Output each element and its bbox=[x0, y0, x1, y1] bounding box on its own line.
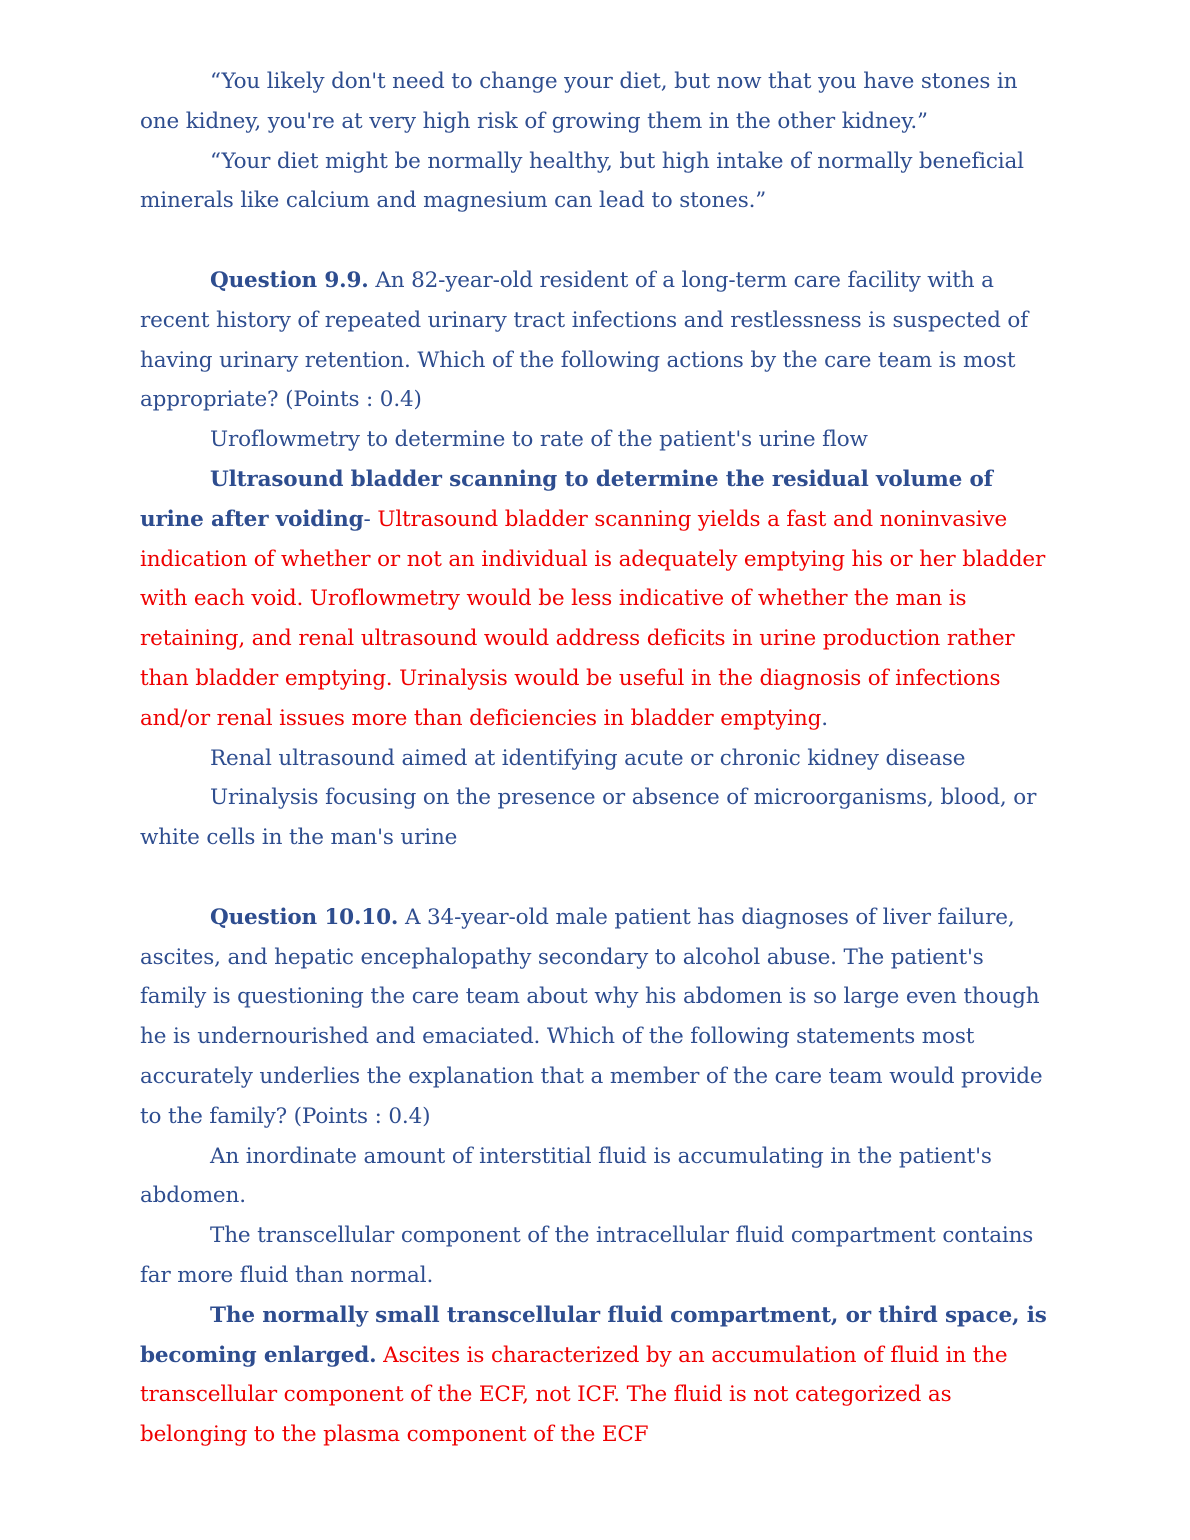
question-9-stem bbox=[140, 261, 1055, 420]
question-10-option-2: The transcellular component of the intracellular fluid compartment contains far more fluid than normal. bbox=[140, 1223, 1034, 1288]
intro-quote-1: “You likely don't need to change your diet, but now that you have stones in one kidney, you're at very high risk of growing them in the other kidney.” bbox=[140, 69, 1018, 134]
answer-separator: - bbox=[363, 506, 371, 532]
intro-quote-2: “Your diet might be normally healthy, but high intake of normally beneficial minerals like calcium and magnesium can lead to stones.” bbox=[140, 148, 1024, 214]
question-9-option-1: Uroflowmetry to determine to rate of the patient's urine flow bbox=[210, 427, 868, 453]
question-10-stem bbox=[140, 898, 1055, 1137]
question-9-correct-answer: Ultrasound bladder scanning to determine the residual volume of urine after voiding bbox=[140, 466, 993, 532]
question-10-option-3 bbox=[140, 1296, 1055, 1455]
question-9-label: Question 9.9. bbox=[210, 267, 369, 293]
section-spacer bbox=[140, 221, 1055, 261]
document-page bbox=[140, 62, 1055, 1455]
question-9-text: An 82-year-old resident of a long-term care facility with a recent history of repeated urinary tract infections and restlessness is suspected of having urinary retention. Which of the following actions by the care team is most appropriate? (Points : 0.4) bbox=[140, 267, 1029, 413]
question-10-correct-answer: The normally small transcellular fluid compartment, or third space, is becoming enlarged. bbox=[140, 1302, 1047, 1368]
question-9-option-3: Renal ultrasound aimed at identifying acute or chronic kidney disease bbox=[210, 745, 966, 771]
question-9-option-2 bbox=[140, 460, 1055, 739]
explanation-end-period: . bbox=[821, 705, 828, 731]
question-10-explanation: Ascites is characterized by an accumulation of fluid in the transcellular component of the ECF, not ICF. The fluid is not categorized as belonging to the plasma component of the ECF bbox=[140, 1342, 1008, 1448]
question-10-text: A 34-year-old male patient has diagnoses of liver failure, ascites, and hepatic encephalopathy secondary to alcohol abuse. The patient's family is questioning the care team about why his abdomen is so large even though he is undernourished and emaciated. Which of the following statements most accurately underlies the explanation that a member of the care team would provide to the family? (Points : 0.4) bbox=[140, 904, 1043, 1129]
question-10-label: Question 10.10. bbox=[210, 904, 399, 930]
question-10-option-1: An inordinate amount of interstitial fluid is accumulating in the patient's abdomen. bbox=[140, 1143, 992, 1209]
section-spacer bbox=[140, 858, 1055, 898]
question-9-explanation: Ultrasound bladder scanning yields a fast and noninvasive indication of whether or not an individual is adequately emptying his or her bladder with each void. Uroflowmetry would be less indicative of whether the man is retaining, and renal ultrasound would address deficits in urine production rather than bladder emptying. Urinalysis would be useful in the diagnosis of infections and/or renal issues more than deficiencies in bladder emptying bbox=[140, 506, 1046, 731]
question-9-option-4: Urinalysis focusing on the presence or absence of microorganisms, blood, or white cells in the man's urine bbox=[140, 785, 1037, 851]
